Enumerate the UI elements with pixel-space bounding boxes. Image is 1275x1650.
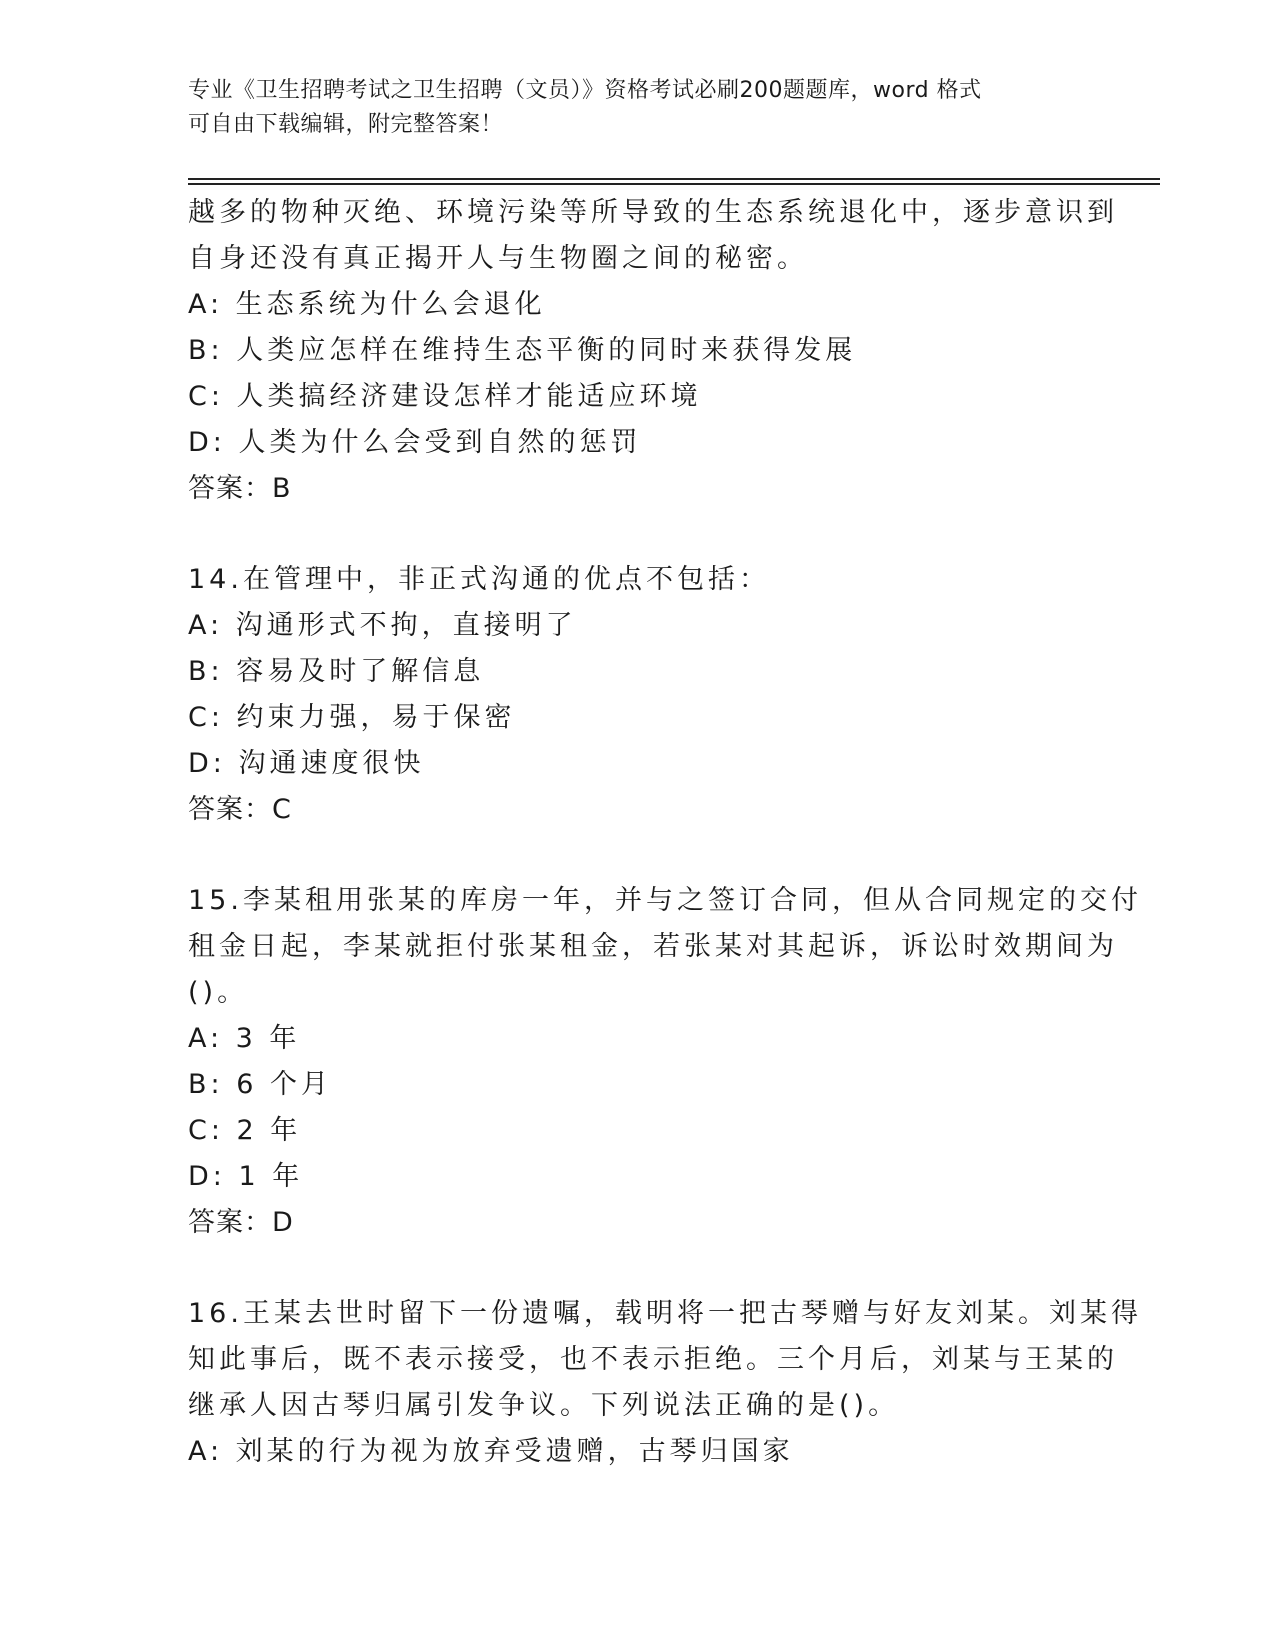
answer-line: 答案：D: [188, 1207, 294, 1238]
question-16: [188, 1291, 1142, 1475]
header-line-1: 专业《卫生招聘考试之卫生招聘（文员）》资格考试必刷200题题库，word 格式: [188, 78, 982, 103]
option-c: C: 人类搞经济建设怎样才能适应环境: [188, 381, 702, 412]
option-d: D: 人类为什么会受到自然的惩罚: [188, 427, 642, 458]
option-d: D: 1 年: [188, 1161, 304, 1192]
option-a: A: 刘某的行为视为放弃受遗赠，古琴归国家: [188, 1436, 794, 1467]
spacer: [188, 833, 1088, 878]
question-stem-line: 16.王某去世时留下一份遗嘱，载明将一把古琴赠与好友刘某。刘某得: [188, 1298, 1142, 1329]
spacer: [188, 1246, 1088, 1291]
option-a: A: 生态系统为什么会退化: [188, 289, 546, 320]
answer-line: 答案：B: [188, 473, 292, 504]
question-stem-line: 知此事后，既不表示接受，也不表示拒绝。三个月后，刘某与王某的: [188, 1344, 1118, 1375]
question-stem-line: ()。: [188, 977, 249, 1008]
question-stem-line: 14.在管理中，非正式沟通的优点不包括：: [188, 564, 770, 595]
question-stem-line: 继承人因古琴归属引发争议。下列说法正确的是()。: [188, 1390, 900, 1421]
question-14: [188, 557, 1088, 833]
question-stem-line: 租金日起，李某就拒付张某租金，若张某对其起诉，诉讼时效期间为: [188, 931, 1118, 962]
document-header: [188, 74, 1068, 142]
option-b: B: 人类应怎样在维持生态平衡的同时来获得发展: [188, 335, 857, 366]
option-d: D: 沟通速度很快: [188, 748, 425, 779]
question-stem-line: 15.李某租用张某的库房一年，并与之签订合同，但从合同规定的交付: [188, 885, 1142, 916]
question-15: [188, 878, 1142, 1246]
header-divider-bottom: [188, 183, 1160, 185]
spacer: [188, 512, 1088, 557]
option-a: A: 3 年: [188, 1023, 301, 1054]
answer-line: 答案：C: [188, 794, 292, 825]
option-a: A: 沟通形式不拘，直接明了: [188, 610, 577, 641]
question-13: [188, 190, 1118, 512]
option-b: B: 6 个月: [188, 1069, 332, 1100]
option-c: C: 2 年: [188, 1115, 302, 1146]
option-c: C: 约束力强，易于保密: [188, 702, 516, 733]
question-stem-line: 越多的物种灭绝、环境污染等所导致的生态系统退化中，逐步意识到: [188, 197, 1118, 228]
question-content: [188, 190, 1142, 1475]
question-stem-line: 自身还没有真正揭开人与生物圈之间的秘密。: [188, 243, 808, 274]
header-divider-top: [188, 178, 1160, 180]
header-line-2: 可自由下载编辑，附完整答案！: [188, 112, 504, 137]
option-b: B: 容易及时了解信息: [188, 656, 485, 687]
